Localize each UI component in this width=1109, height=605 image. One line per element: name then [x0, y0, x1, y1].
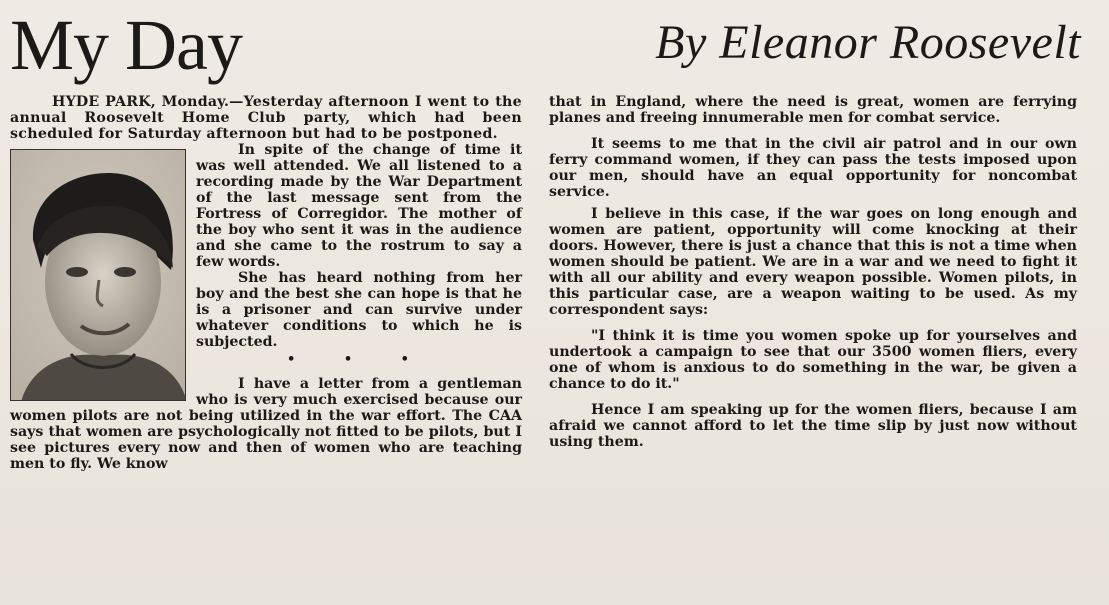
- paragraph-mother: She has heard nothing from her boy and the best she can hope is that he is a prisoner and can survive under whatever conditions to which he is subjected.: [196, 270, 522, 350]
- paragraph-corregidor: In spite of the change of time it was well attended. We all listened to a recording made by the War Department of the last message sent from the Fortress of Corregidor. The mother of the boy who sent it was in the audience and she came to the rostrum to say a few words.: [196, 142, 522, 270]
- paragraph-england: that in England, where the need is great, women are ferrying planes and freeing innumerable men for combat service.: [549, 94, 1077, 126]
- paragraph-quote: "I think it is time you women spoke up for yourselves and undertook a campaign to see that our 3500 women fliers, every one of whom is anxious to do something in the war, be given a chance to do it.": [549, 328, 1077, 392]
- section-separator: • • •: [287, 352, 431, 367]
- paragraph-letter: I have a letter from a gentleman who is very much exercised because our women pilots are not being utilized in the war effort. The CAA says that women are psychologically not fitted to be pilots, but I see pictures every now and then of women who are teaching men to fly. We know: [10, 376, 522, 472]
- byline: By Eleanor Roosevelt: [655, 16, 1081, 69]
- paragraph-intro-text: Yesterday afternoon I went to the annual Roosevelt Home Club party, which had been scheduled for Saturday afternoon but had to be postponed.: [10, 94, 522, 142]
- column-title: My Day: [10, 5, 242, 85]
- portrait-photo: [10, 149, 186, 401]
- portrait-photo-icon: [11, 150, 186, 401]
- paragraph-intro: [10, 94, 522, 142]
- paragraph-war: I believe in this case, if the war goes on long enough and women are patient, opportunity will come knocking at their doors. However, there is just a chance that this is not a time when women should be patient. We are in a war and we need to fight it with all our ability and every weapon possible. Women pilots, in this particular case, are a weapon waiting to be used. As my correspondent says:: [549, 206, 1077, 318]
- right-column: [549, 94, 1077, 450]
- paragraph-civil-air-patrol: It seems to me that in the civil air patrol and in our own ferry command women, if they can pass the tests imposed upon our men, should have an equal opportunity for noncombat service.: [549, 136, 1077, 200]
- dateline: HYDE PARK, Monday.—: [52, 94, 244, 110]
- paragraph-closing: Hence I am speaking up for the women fliers, because I am afraid we cannot afford to let the time slip by just now without using them.: [549, 402, 1077, 450]
- left-column: [10, 94, 522, 472]
- masthead: [0, 0, 1109, 92]
